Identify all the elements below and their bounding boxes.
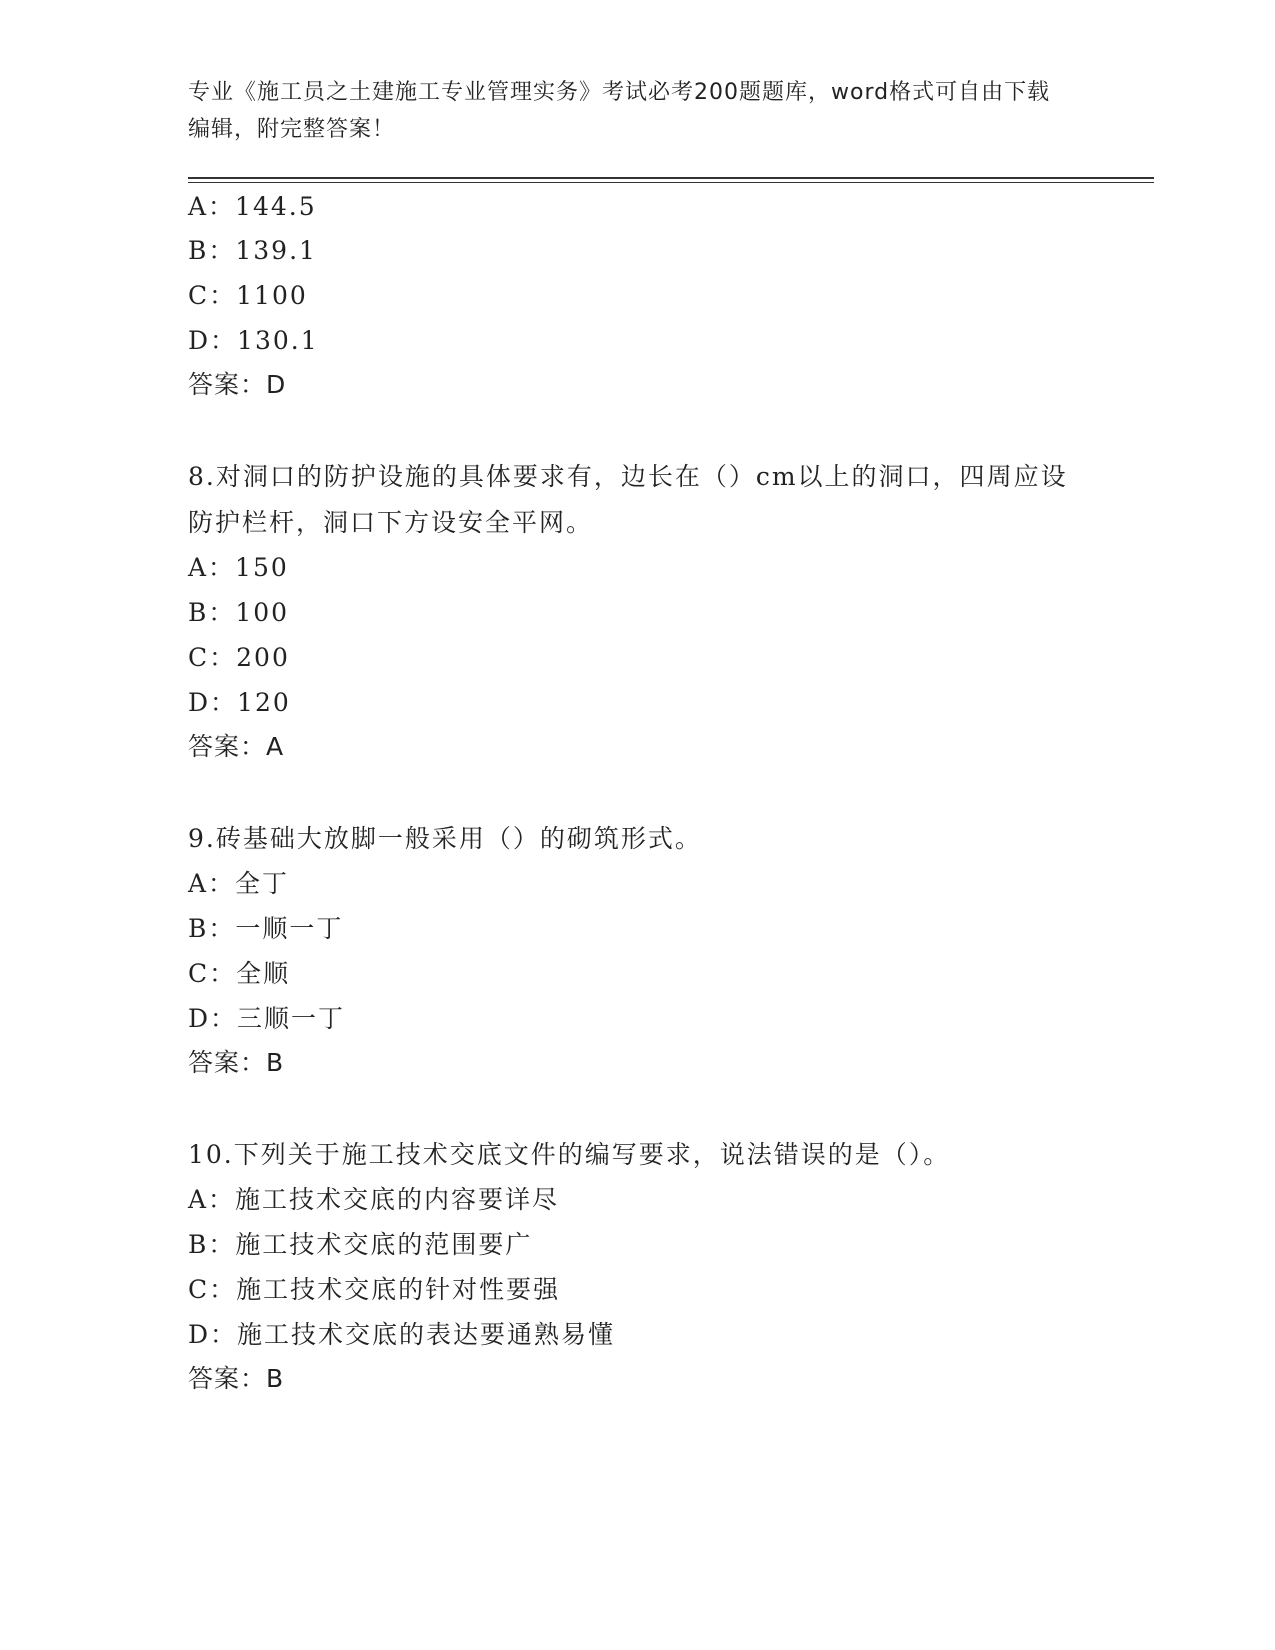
q7-option-c: C：1100 (188, 281, 308, 310)
q8-option-b: B：100 (188, 598, 290, 627)
document-header: 专业《施工员之土建施工专业管理实务》考试必考200题题库，word格式可自由下载编辑，附完整答案！ (188, 80, 1051, 142)
q7-option-a: A：144.5 (188, 192, 317, 221)
q10-option-a: A：施工技术交底的内容要详尽 (188, 1185, 560, 1214)
q10-option-c: C：施工技术交底的针对性要强 (188, 1275, 561, 1304)
q10-stem: 10.下列关于施工技术交底文件的编写要求，说法错误的是（）。 (188, 1140, 951, 1169)
q9-answer: 答案：B (188, 1048, 285, 1077)
header-divider-thin (188, 182, 1154, 183)
q8-option-a: A：150 (188, 553, 289, 582)
q7-option-b: B：139.1 (188, 236, 317, 265)
q8-stem: 8.对洞口的防护设施的具体要求有，边长在（）cm以上的洞口，四周应设防护栏杆，洞口下方设安全平网。 (188, 462, 1068, 537)
q10-option-d: D：施工技术交底的表达要通熟易懂 (188, 1320, 616, 1349)
q9-option-a: A：全丁 (188, 869, 290, 898)
q9-option-b: B：一顺一丁 (188, 914, 344, 943)
q9-option-c: C：全顺 (188, 959, 291, 988)
q9-stem: 9.砖基础大放脚一般采用（）的砌筑形式。 (188, 824, 702, 853)
header-divider-thick (188, 177, 1154, 179)
q7-option-d: D：130.1 (188, 326, 319, 355)
q8-option-d: D：120 (188, 688, 291, 717)
q9-option-d: D：三顺一丁 (188, 1004, 346, 1033)
q8-option-c: C：200 (188, 643, 290, 672)
q10-answer: 答案：B (188, 1364, 285, 1393)
q8-answer: 答案：A (188, 732, 285, 761)
q10-option-b: B：施工技术交底的范围要广 (188, 1230, 533, 1259)
q7-answer: 答案：D (188, 370, 287, 399)
